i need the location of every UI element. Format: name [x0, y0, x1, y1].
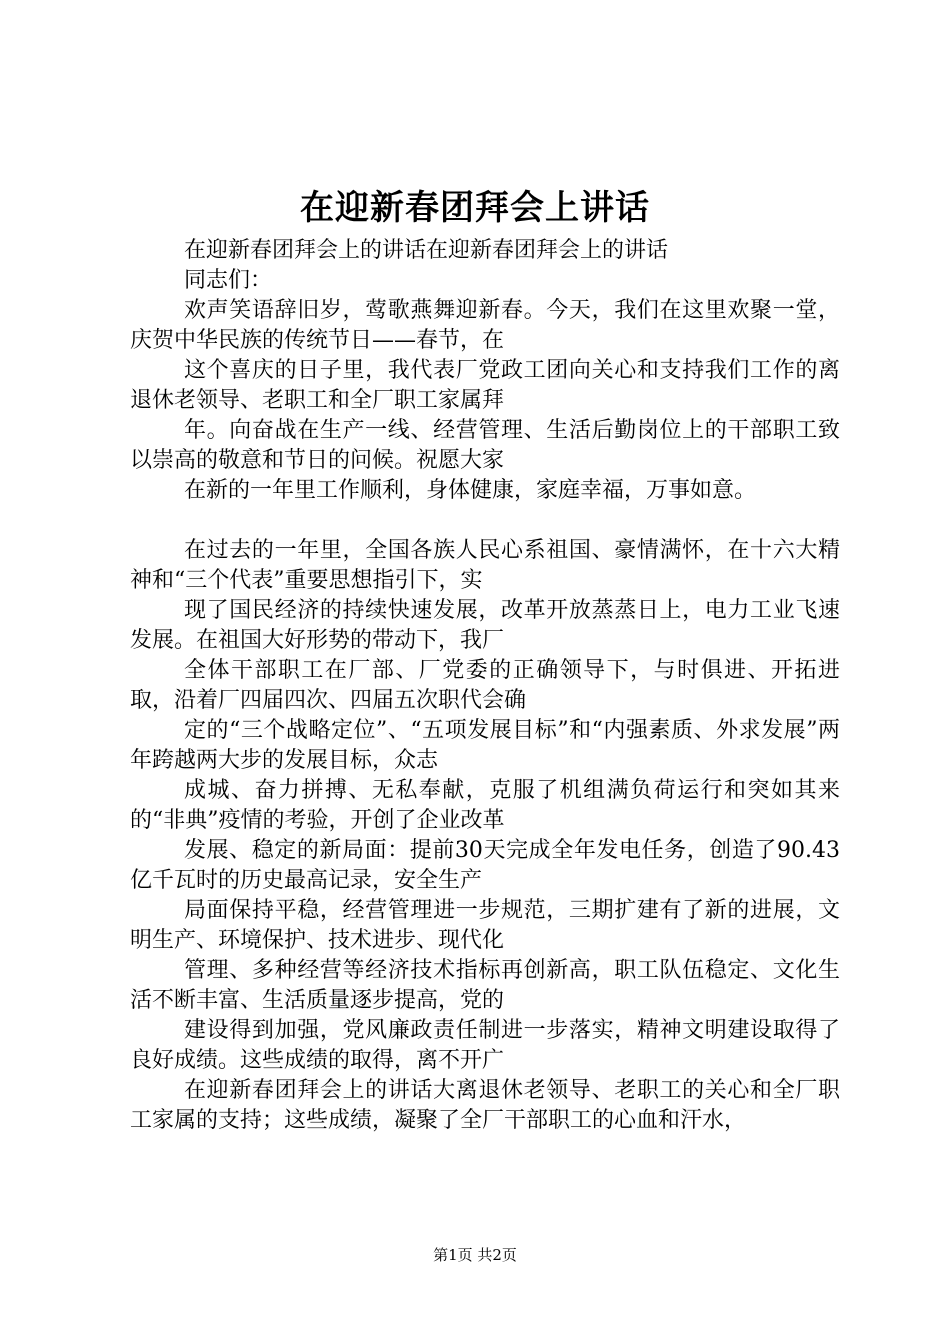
- paragraph: 欢声笑语辞旧岁，莺歌燕舞迎新春。今天，我们在这里欢聚一堂，庆贺中华民族的传统节日——春节，在: [130, 298, 840, 353]
- paragraph: 在迎新春团拜会上的讲话在迎新春团拜会上的讲话: [184, 238, 669, 263]
- paragraph: 成城、奋力拼搏、无私奉献，克服了机组满负荷运行和突如其来的“非典”疫情的考验，开创了企业改革: [130, 778, 840, 833]
- paragraph: 发展、稳定的新局面：提前30天完成全年发电任务，创造了90.43亿千瓦时的历史最高记录，安全生产: [130, 838, 840, 893]
- document-body: [130, 236, 840, 1136]
- page-number-footer: 第1页 共2页: [433, 1246, 517, 1264]
- paragraph: 现了国民经济的持续快速发展，改革开放蒸蒸日上，电力工业飞速发展。在祖国大好形势的带动下，我厂: [130, 598, 840, 653]
- paragraph: 建设得到加强，党风廉政责任制进一步落实，精神文明建设取得了良好成绩。这些成绩的取得，离不开广: [130, 1018, 840, 1073]
- paragraph: 局面保持平稳，经营管理进一步规范，三期扩建有了新的进展，文明生产、环境保护、技术进步、现代化: [130, 898, 840, 953]
- paragraph: 定的“三个战略定位”、“五项发展目标”和“内强素质、外求发展”两年跨越两大步的发展目标，众志: [130, 718, 841, 773]
- paragraph: 管理、多种经营等经济技术指标再创新高，职工队伍稳定、文化生活不断丰富、生活质量逐步提高，党的: [130, 958, 840, 1013]
- paragraph: 同志们：: [184, 268, 273, 293]
- paragraph: 在新的一年里工作顺利，身体健康，家庭幸福，万事如意。: [184, 478, 757, 503]
- paragraph: 全体干部职工在厂部、厂党委的正确领导下，与时俱进、开拓进取，沿着厂四届四次、四届五次职代会确: [130, 658, 840, 713]
- paragraph: 在过去的一年里，全国各族人民心系祖国、豪情满怀，在十六大精神和“三个代表”重要思想指引下，实: [130, 538, 840, 593]
- paragraph: 在迎新春团拜会上的讲话大离退休老领导、老职工的关心和全厂职工家属的支持；这些成绩，凝聚了全厂干部职工的心血和汗水，: [130, 1078, 840, 1133]
- document-title: 在迎新春团拜会上讲话: [300, 188, 650, 228]
- paragraph: 这个喜庆的日子里，我代表厂党政工团向关心和支持我们工作的离退休老领导、老职工和全厂职工家属拜: [130, 358, 840, 413]
- paragraph: 年。向奋战在生产一线、经营管理、生活后勤岗位上的干部职工致以崇高的敬意和节日的问候。祝愿大家: [130, 418, 840, 473]
